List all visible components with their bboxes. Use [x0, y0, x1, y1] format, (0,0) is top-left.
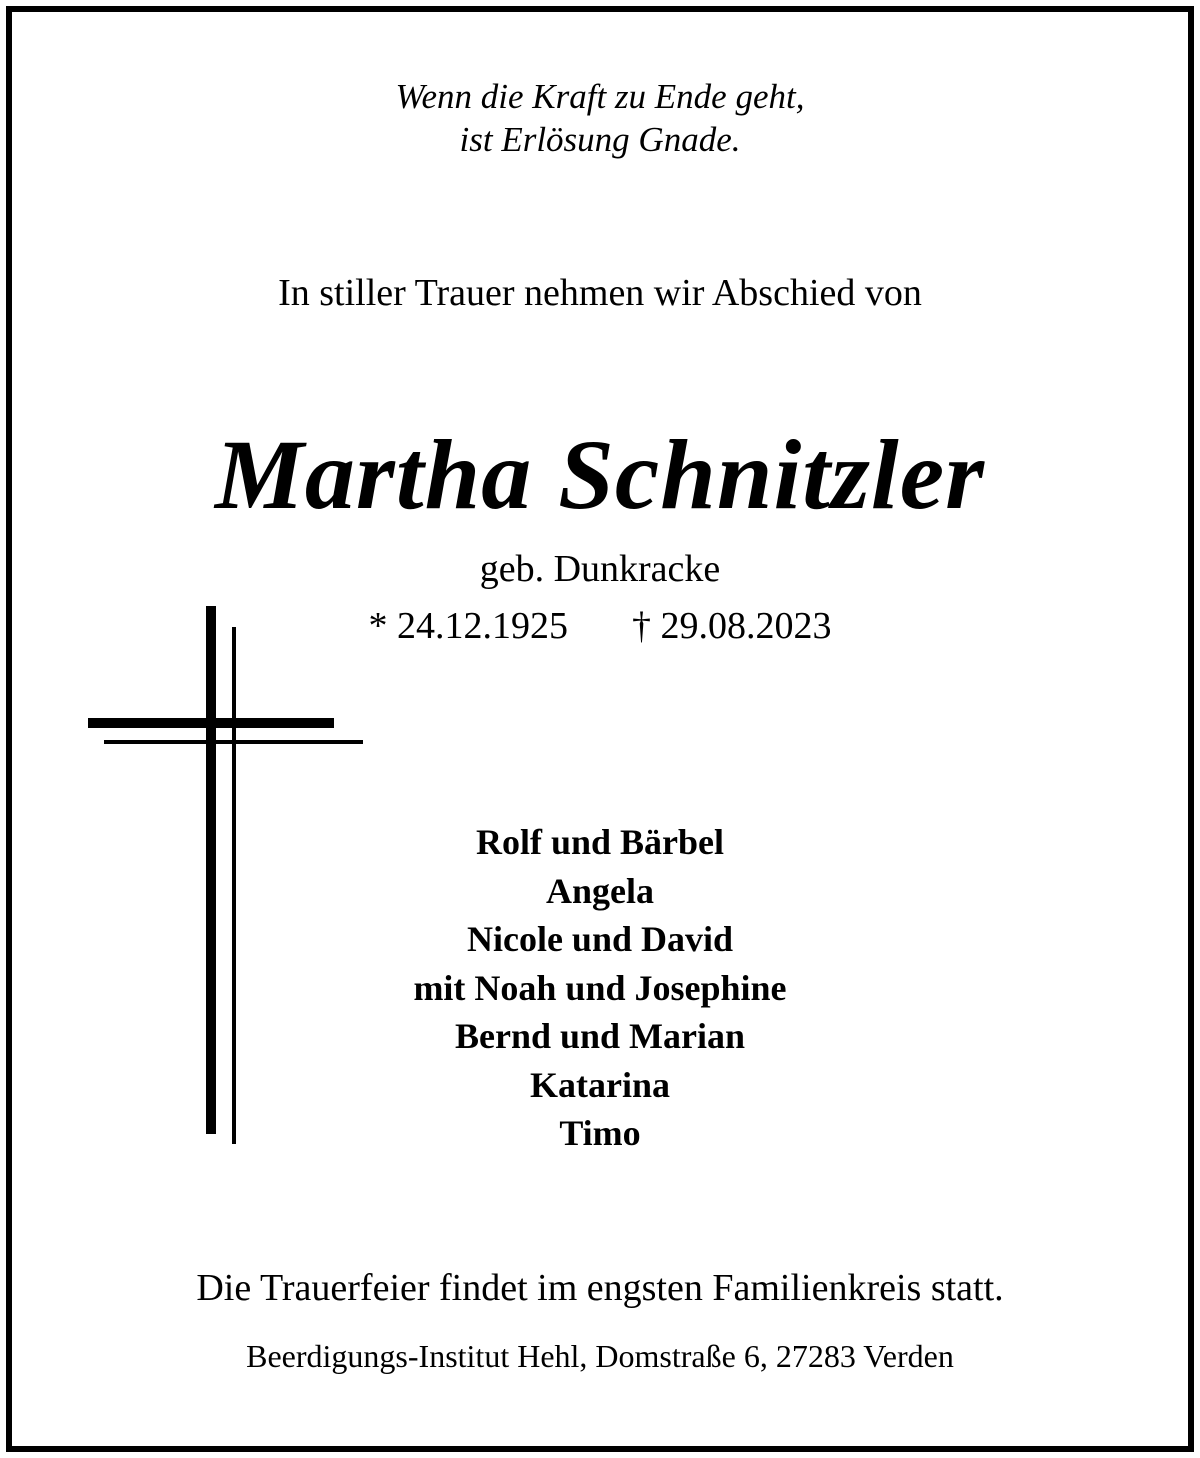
motto-line-1: Wenn die Kraft zu Ende geht, — [395, 77, 805, 116]
mourner-name: Timo — [559, 1113, 641, 1153]
intro-text: In stiller Trauer nehmen wir Abschied von — [278, 272, 922, 314]
mourners-list — [300, 818, 900, 1158]
birth-date: * 24.12.1925 — [368, 605, 568, 647]
mourner-name: mit Noah und Josephine — [413, 967, 787, 1008]
mourner-name: Nicole und David — [466, 919, 734, 959]
undertaker-address: Beerdigungs-Institut Hehl, Domstraße 6, 27283 Verden — [246, 1338, 954, 1374]
funeral-note: Die Trauerfeier findet im engsten Familienkreis statt. — [196, 1267, 1004, 1309]
death-date: † 29.08.2023 — [632, 605, 832, 647]
mourner-name: Angela — [546, 870, 654, 911]
mourner-name: Katarina — [530, 1064, 670, 1105]
motto-line-2: ist Erlösung Gnade. — [459, 120, 741, 159]
mourner-name: Bernd und Marian — [454, 1016, 746, 1056]
deceased-name: Martha Schnitzler — [214, 419, 986, 530]
birth-name: geb. Dunkracke — [479, 548, 721, 590]
mourner-name: Rolf und Bärbel — [475, 822, 725, 862]
